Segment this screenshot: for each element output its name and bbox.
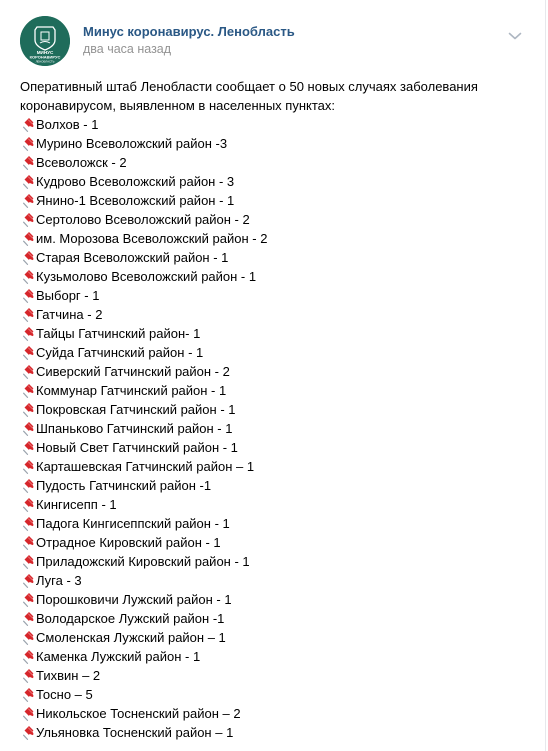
list-item	[20, 286, 520, 305]
pushpin-icon	[20, 535, 36, 551]
list-item	[20, 552, 520, 571]
list-item	[20, 628, 520, 647]
list-item	[20, 248, 520, 267]
pushpin-icon	[20, 459, 36, 475]
list-item	[20, 267, 520, 286]
list-item	[20, 419, 520, 438]
list-item-text: Сертолово Всеволожский район - 2	[36, 212, 250, 227]
list-item	[20, 571, 520, 590]
pushpin-icon	[20, 592, 36, 608]
post-header	[20, 16, 530, 68]
list-item-text: Выборг - 1	[36, 288, 100, 303]
pushpin-icon	[20, 478, 36, 494]
list-item-text: Тайцы Гатчинский район- 1	[36, 326, 201, 341]
list-item-text: Карташевская Гатчинский район – 1	[36, 459, 255, 474]
list-item-text: Коммунар Гатчинский район - 1	[36, 383, 227, 398]
list-item-text: Сиверский Гатчинский район - 2	[36, 364, 230, 379]
group-name-link[interactable]: Минус коронавирус. Ленобласть	[83, 24, 295, 39]
post-timestamp[interactable]: два часа назад	[83, 42, 172, 56]
pushpin-icon	[20, 725, 36, 741]
pushpin-icon	[20, 269, 36, 285]
list-item-text: Володарское Лужский район -1	[36, 611, 225, 626]
list-item-text: Шпаньково Гатчинский район - 1	[36, 421, 233, 436]
pushpin-icon	[20, 117, 36, 133]
pushpin-icon	[20, 383, 36, 399]
list-item	[20, 647, 520, 666]
list-item	[20, 115, 520, 134]
list-item-text: Смоленская Лужский район – 1	[36, 630, 226, 645]
list-item-text: Кудрово Всеволожский район - 3	[36, 174, 235, 189]
list-item	[20, 305, 520, 324]
list-item	[20, 609, 520, 628]
list-item	[20, 723, 520, 742]
post-body	[20, 77, 520, 742]
list-item	[20, 381, 520, 400]
pushpin-icon	[20, 307, 36, 323]
pushpin-icon	[20, 440, 36, 456]
avatar-logo-text-top: МИНУС	[36, 50, 54, 55]
list-item-text: Волхов - 1	[36, 117, 99, 132]
pushpin-icon	[20, 326, 36, 342]
list-item-text: Порошковичи Лужский район - 1	[36, 592, 232, 607]
pushpin-icon	[20, 231, 36, 247]
pushpin-icon	[20, 516, 36, 532]
pushpin-icon	[20, 364, 36, 380]
pushpin-icon	[20, 611, 36, 627]
list-item	[20, 685, 520, 704]
list-item	[20, 229, 520, 248]
pushpin-icon	[20, 155, 36, 171]
list-item-text: Старая Всеволожский район - 1	[36, 250, 229, 265]
pushpin-icon	[20, 345, 36, 361]
list-item	[20, 362, 520, 381]
list-item	[20, 400, 520, 419]
list-item	[20, 343, 520, 362]
pushpin-icon	[20, 193, 36, 209]
pushpin-icon	[20, 212, 36, 228]
list-item-text: Мурино Всеволожский район -3	[36, 136, 228, 151]
pushpin-icon	[20, 630, 36, 646]
list-item-text: Никольское Тосненский район – 2	[36, 706, 241, 721]
list-item-text: Приладожский Кировский район - 1	[36, 554, 250, 569]
list-item-text: Тосно – 5	[36, 687, 93, 702]
list-item-text: Гатчина - 2	[36, 307, 103, 322]
list-item	[20, 495, 520, 514]
pushpin-icon	[20, 174, 36, 190]
list-item-text: Луга - 3	[36, 573, 82, 588]
group-avatar[interactable]	[20, 16, 70, 66]
pushpin-icon	[20, 250, 36, 266]
list-item-text: Кузьмолово Всеволожский район - 1	[36, 269, 257, 284]
list-item	[20, 324, 520, 343]
list-item	[20, 191, 520, 210]
pushpin-icon	[20, 649, 36, 665]
avatar-logo-text-small: ЛЕНОБЛАСТЬ	[35, 59, 55, 64]
pushpin-icon	[20, 573, 36, 589]
list-item	[20, 476, 520, 495]
list-item-text: Ульяновка Тосненский район – 1	[36, 725, 234, 740]
list-item-text: Кингисепп - 1	[36, 497, 117, 512]
pushpin-icon	[20, 402, 36, 418]
list-item-text: Суйда Гатчинский район - 1	[36, 345, 204, 360]
pushpin-icon	[20, 668, 36, 684]
pushpin-icon	[20, 288, 36, 304]
list-item	[20, 153, 520, 172]
list-item-text: Каменка Лужский район - 1	[36, 649, 201, 664]
list-item-text: Тихвин – 2	[36, 668, 101, 683]
list-item-text: Пудость Гатчинский район -1	[36, 478, 212, 493]
list-item	[20, 134, 520, 153]
list-item-text: Новый Свет Гатчинский район - 1	[36, 440, 238, 455]
list-item	[20, 704, 520, 723]
list-item	[20, 590, 520, 609]
list-item-text: им. Морозова Всеволожский район - 2	[36, 231, 268, 246]
pushpin-icon	[20, 421, 36, 437]
list-item	[20, 514, 520, 533]
list-item	[20, 533, 520, 552]
chevron-down-icon[interactable]	[508, 28, 522, 38]
list-item	[20, 172, 520, 191]
list-item-text: Всеволожск - 2	[36, 155, 127, 170]
cases-list	[20, 115, 520, 742]
avatar-logo-text-bottom: КОРОНАВИРУС	[29, 54, 61, 60]
pushpin-icon	[20, 687, 36, 703]
list-item	[20, 210, 520, 229]
list-item	[20, 438, 520, 457]
list-item-text: Янино-1 Всеволожский район - 1	[36, 193, 235, 208]
pushpin-icon	[20, 554, 36, 570]
list-item-text: Падога Кингисеппский район - 1	[36, 516, 230, 531]
list-item	[20, 457, 520, 476]
list-item-text: Покровская Гатчинский район - 1	[36, 402, 236, 417]
group-logo-icon	[20, 16, 70, 66]
pushpin-icon	[20, 136, 36, 152]
list-item-text: Отрадное Кировский район - 1	[36, 535, 221, 550]
list-item	[20, 666, 520, 685]
post-intro-text: Оперативный штаб Ленобласти сообщает о 50 новых случаях заболевания коронавирусом, выявленном в населенных пунктах:	[20, 79, 478, 113]
pushpin-icon	[20, 706, 36, 722]
pushpin-icon	[20, 497, 36, 513]
